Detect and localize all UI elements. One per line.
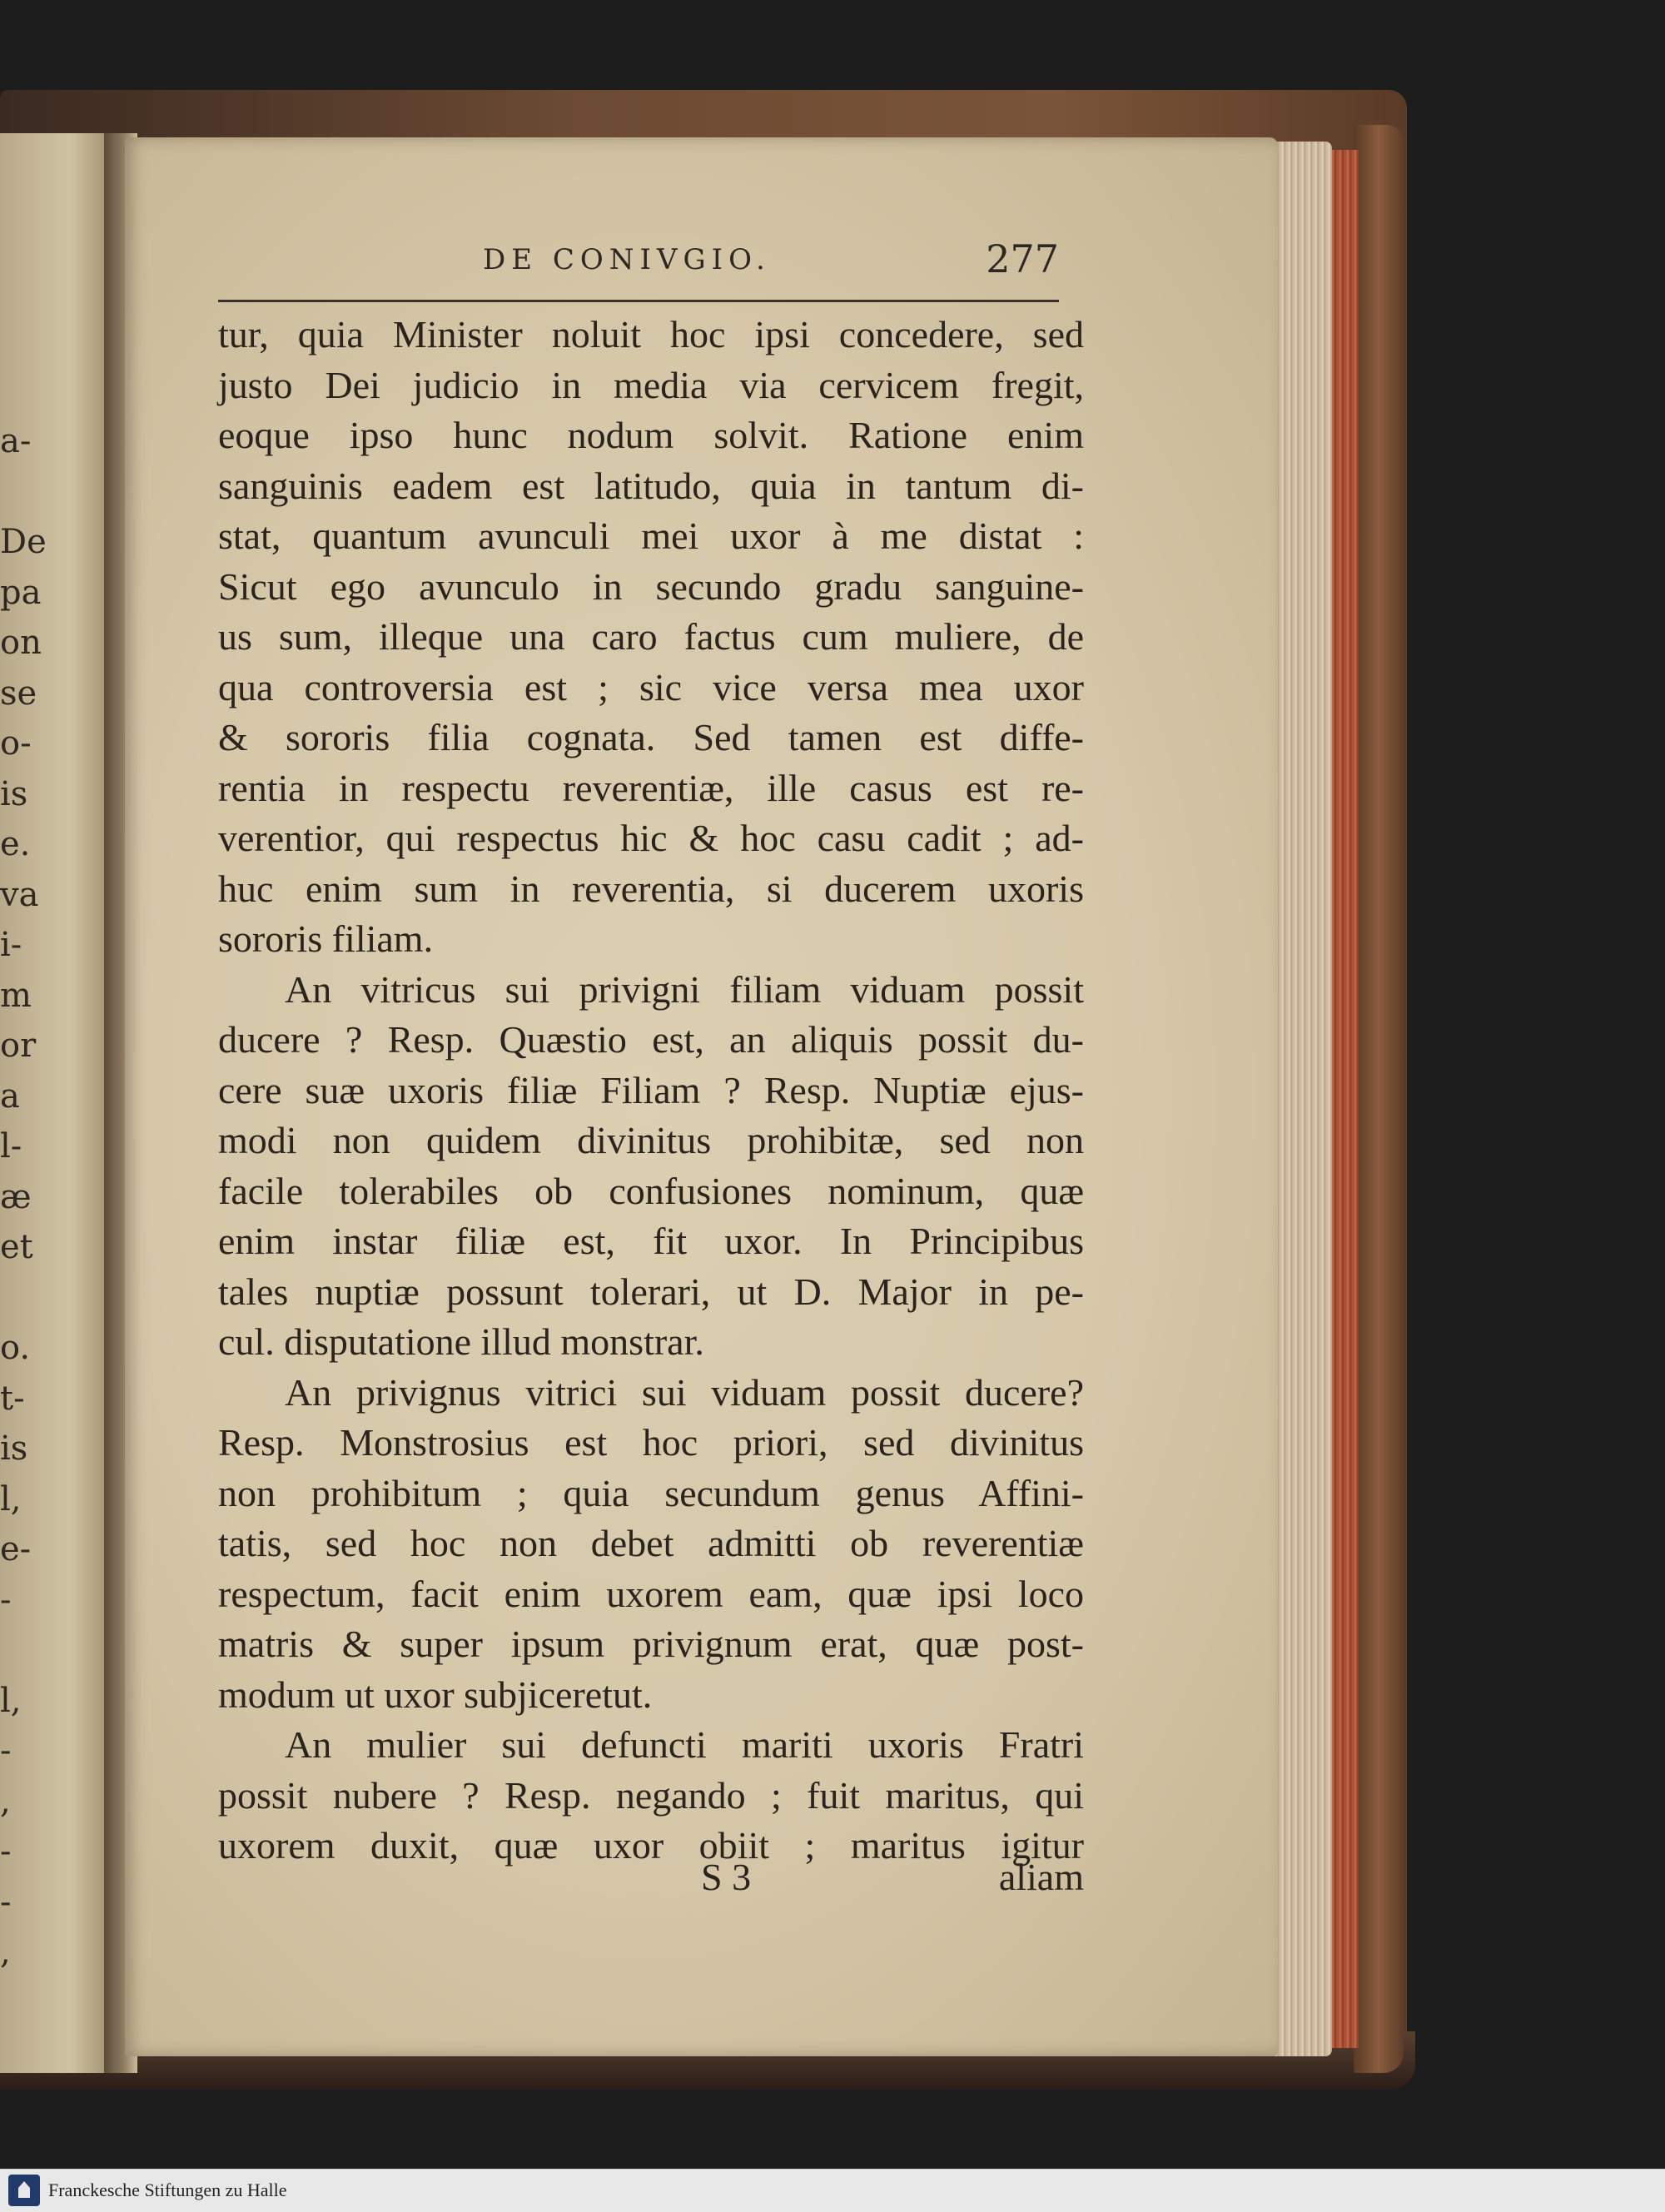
text-line: sanguinis eadem est latitudo, quia in tantum di- [218, 464, 1084, 507]
left-page-fragment: - [0, 1580, 12, 1619]
text-line: matris & super ipsum privignum erat, quæ post- [218, 1623, 1084, 1665]
left-page-fragment: , [0, 1933, 11, 1971]
left-page-fragment: on [0, 624, 42, 662]
left-page-fragment: o. [0, 1329, 31, 1367]
text-line: justo Dei judicio in media via cervicem fregit, [218, 363, 1084, 406]
left-page-fragment: e. [0, 825, 31, 863]
left-page-fragment: is [0, 1429, 28, 1468]
left-page-fragment: - [0, 1832, 12, 1871]
text-line: non prohibitum ; quia secundum genus Affini- [218, 1471, 1084, 1514]
text-line: facile tolerabiles ob confusiones nominum, quæ [218, 1169, 1084, 1212]
left-page-fragment: , [0, 1782, 11, 1821]
text-line: tur, quia Minister noluit hoc ipsi concedere, sed [218, 313, 1084, 355]
text-line: uxorem duxit, quæ uxor obiit ; maritus igitur [218, 1824, 1084, 1867]
text-line: tales nuptiæ possunt tolerari, ut D. Major in pe- [218, 1270, 1084, 1313]
text-line: enim instar filiæ est, fit uxor. In Principibus [218, 1220, 1084, 1262]
text-line: & sororis filia cognata. Sed tamen est diffe- [218, 716, 1084, 758]
body-text [218, 310, 1084, 1872]
book-spine [1354, 125, 1404, 2073]
text-line: modi non quidem divinitus prohibitæ, sed non [218, 1119, 1084, 1161]
text-line: tatis, sed hoc non debet admitti ob reverentiæ [218, 1522, 1084, 1564]
left-page-fragment: e- [0, 1530, 32, 1568]
text-line: respectum, facit enim uxorem eam, quæ ipsi loco [218, 1572, 1084, 1615]
left-page-text-fragments [0, 416, 47, 1978]
page-footer [218, 1855, 1084, 1905]
header-rule [218, 300, 1059, 302]
institution-logo-icon [8, 2175, 40, 2206]
text-line: rentia in respectu reverentiæ, ille casus est re- [218, 766, 1084, 809]
left-page-fragment: is [0, 774, 28, 813]
attribution-text: Franckesche Stiftungen zu Halle [48, 2180, 287, 2200]
text-line: qua controversia est ; sic vice versa mea uxor [218, 665, 1084, 708]
text-line: eoque ipso hunc nodum solvit. Ratione enim [218, 414, 1084, 456]
text-line: huc enim sum in reverentia, si ducerem uxoris [218, 867, 1084, 910]
left-page-fragment: æ [0, 1177, 32, 1216]
running-title: DE CONIVGIO. [483, 243, 771, 276]
left-page-fragment: m [0, 976, 32, 1015]
left-page-fragment: De [0, 523, 47, 561]
left-page-fragment: va [0, 875, 39, 914]
left-page-fragment: t- [0, 1379, 25, 1418]
text-line: us sum, illeque una caro factus cum muliere, de [218, 615, 1084, 658]
page-number: 277 [986, 236, 1059, 281]
left-page-fragment: o- [0, 724, 32, 763]
text-line: ducere ? Resp. Quæstio est, an aliquis possit du- [218, 1018, 1084, 1061]
left-page-fragment: - [0, 1732, 12, 1770]
text-line: An vitricus sui privigni filiam viduam possit [285, 967, 1084, 1011]
text-line: cul. disputatione illud monstrar. [218, 1320, 704, 1363]
left-page-fragment: pa [0, 573, 42, 612]
left-page-fragment [0, 1273, 33, 1324]
text-line: Resp. Monstrosius est hoc priori, sed divinitus [218, 1421, 1084, 1464]
left-page-fragment [0, 467, 33, 518]
text-line: verentior, qui respectus hic & hoc casu cadit ; ad- [218, 817, 1084, 859]
text-line: stat, quantum avunculi mei uxor à me distat : [218, 514, 1084, 557]
page-stack-edges [1274, 142, 1332, 2056]
left-page-fragment: - [0, 1882, 12, 1921]
left-page-fragment: l, [0, 1681, 22, 1720]
left-page [0, 133, 117, 2073]
left-page-fragment: l, [0, 1479, 22, 1519]
catchword: aliam [998, 1856, 1084, 1898]
page-header [218, 236, 1059, 293]
attribution-bar [0, 2169, 1665, 2212]
left-page-fragment: et [0, 1228, 33, 1266]
text-line: Sicut ego avunculo in secundo gradu sanguine- [218, 564, 1084, 608]
left-page-fragment [0, 1625, 33, 1676]
text-line: sororis filiam. [218, 917, 434, 960]
signature-mark: S 3 [701, 1856, 752, 1898]
left-page-fragment: se [0, 674, 37, 713]
text-line: possit nubere ? Resp. negando ; fuit maritus, qui [218, 1773, 1084, 1817]
text-line: modum ut uxor subjiceretut. [218, 1673, 653, 1716]
left-page-fragment: l- [0, 1127, 22, 1166]
text-line: cere suæ uxoris filiæ Filiam ? Resp. Nuptiæ ejus- [218, 1068, 1084, 1111]
text-line: An privignus vitrici sui viduam possit ducere? [285, 1370, 1084, 1414]
text-line: An mulier sui defuncti mariti uxoris Fratri [285, 1723, 1084, 1766]
left-page-fragment: or [0, 1026, 37, 1065]
left-page-fragment: a- [0, 422, 32, 460]
left-page-fragment: i- [0, 926, 22, 964]
left-page-fragment: a [0, 1076, 20, 1116]
